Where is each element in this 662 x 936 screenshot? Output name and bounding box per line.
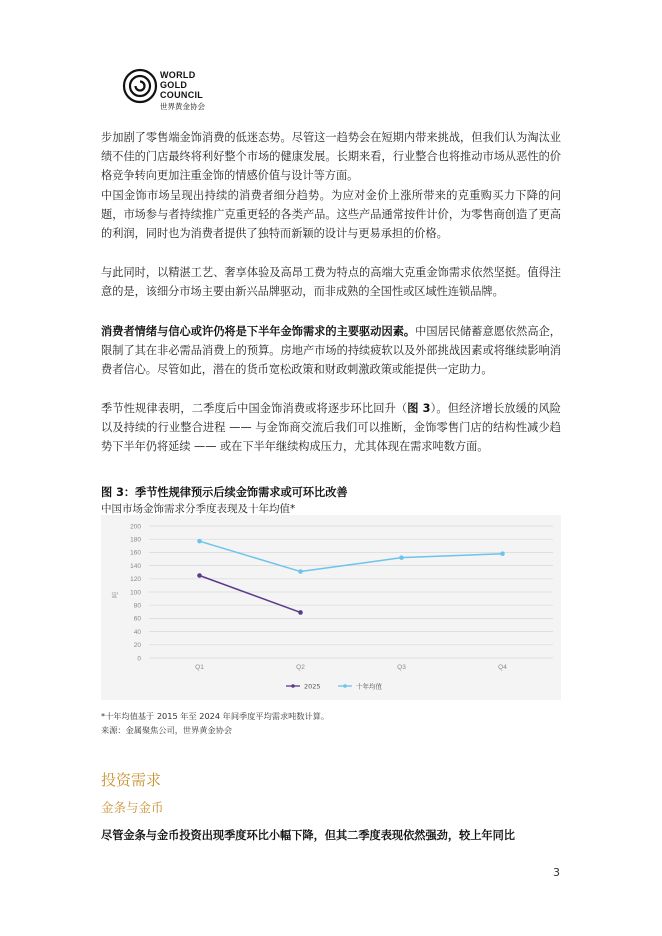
page-number: 3 (553, 866, 560, 879)
data-point (399, 555, 404, 560)
y-tick-label: 160 (130, 549, 141, 557)
paragraph-4-rest: 中国居民储蓄意愿依然高企，限制了其在非必需品消费上的预算。房地产市场的持续疲软以及外部挑战因素或将继续影响消费者信心。尽管如此，潜在的货币宽松政策和财政刺激政策或能提供一定助力。 (101, 325, 561, 376)
y-tick-label: 0 (137, 655, 141, 663)
legend-marker (291, 684, 295, 688)
figure-source: 来源：金属聚焦公司，世界黄金协会 (101, 725, 233, 735)
data-point (197, 539, 202, 544)
y-tick-label: 120 (130, 576, 141, 584)
y-tick-label: 100 (130, 589, 141, 597)
y-tick-label: 140 (130, 562, 141, 570)
data-point (298, 610, 303, 615)
section-subheading: 金条与金币 (101, 800, 164, 815)
y-tick-label: 20 (133, 642, 141, 650)
legend-label: 十年均值 (356, 682, 382, 691)
paragraph-5-post: ）。但经济增长放缓的风险以及持续的行业整合进程 —— 与金饰商交流后我们可以推断，金饰零售门店的结构性减少趋势下半年仍将延续 —— 或在下半年继续构成压力，尤其体现在需求吨数方面。 (101, 402, 561, 453)
x-tick-label: Q3 (397, 664, 406, 671)
x-tick-label: Q4 (498, 664, 507, 671)
paragraph-2: 中国金饰市场呈现出持续的消费者细分趋势。为应对金价上涨所带来的克重购买力下降的问题，市场参与者持续推广克重更轻的各类产品。这些产品通常按件计价，为零售商创造了更高的利润，同时也为消费者提供了独特而新颖的设计与更易承担的价格。 (101, 189, 561, 240)
y-tick-label: 40 (133, 628, 141, 636)
y-tick-label: 80 (133, 602, 141, 610)
figure-reference: 图 3 (407, 402, 431, 415)
chart-background (101, 515, 561, 700)
figure-subtitle: 中国市场金饰需求分季度表现及十年均值* (101, 503, 296, 515)
data-point (298, 569, 303, 574)
logo-wordmark: WORLD GOLD COUNCIL (160, 70, 204, 100)
logo-chinese: 世界黄金协会 (160, 102, 205, 111)
figure-title: 图 3：季节性规律预示后续金饰需求或可环比改善 (101, 486, 348, 499)
y-tick-label: 180 (130, 536, 141, 544)
paragraph-3: 与此同时，以精湛工艺、奢享体验及高昂工费为特点的高端大克重金饰需求依然坚挺。值得注意的是，该细分市场主要由新兴品牌驱动，而非成熟的全国性或区域性连锁品牌。 (101, 266, 561, 298)
legend-marker (343, 684, 347, 688)
data-point (197, 573, 202, 578)
section-heading: 投资需求 (101, 771, 162, 789)
data-point (500, 551, 505, 556)
jewellery-demand-chart (101, 515, 561, 700)
y-tick-label: 200 (130, 523, 141, 531)
legend-label: 2025 (304, 682, 321, 691)
y-axis-label: 吨 (112, 591, 119, 599)
paragraph-1: 步加剧了零售端金饰消费的低迷态势。尽管这一趋势会在短期内带来挑战，但我们认为淘汰业绩不佳的门店最终将利好整个市场的健康发展。长期来看，行业整合也将推动市场从恶性的价格竞争转向更加注重金饰的情感价值与设计等方面。 (101, 131, 561, 182)
section-lead: 尽管金条与金币投资出现季度环比小幅下降，但其二季度表现依然强劲，较上年同比 (101, 829, 515, 842)
paragraph-4 (101, 322, 561, 379)
paragraph-5-pre: 季节性规律表明，二季度后中国金饰消费或将逐步环比回升（ (101, 402, 408, 415)
x-tick-label: Q2 (296, 664, 305, 671)
figure-note: *十年均值基于 2015 年至 2024 年间季度平均需求吨数计算。 (101, 711, 330, 721)
paragraph-4-bold: 消费者情绪与信心或许仍将是下半年金饰需求的主要驱动因素。 (101, 325, 416, 338)
x-tick-label: Q1 (195, 664, 204, 671)
paragraph-5 (101, 399, 561, 456)
y-tick-label: 60 (133, 615, 141, 623)
